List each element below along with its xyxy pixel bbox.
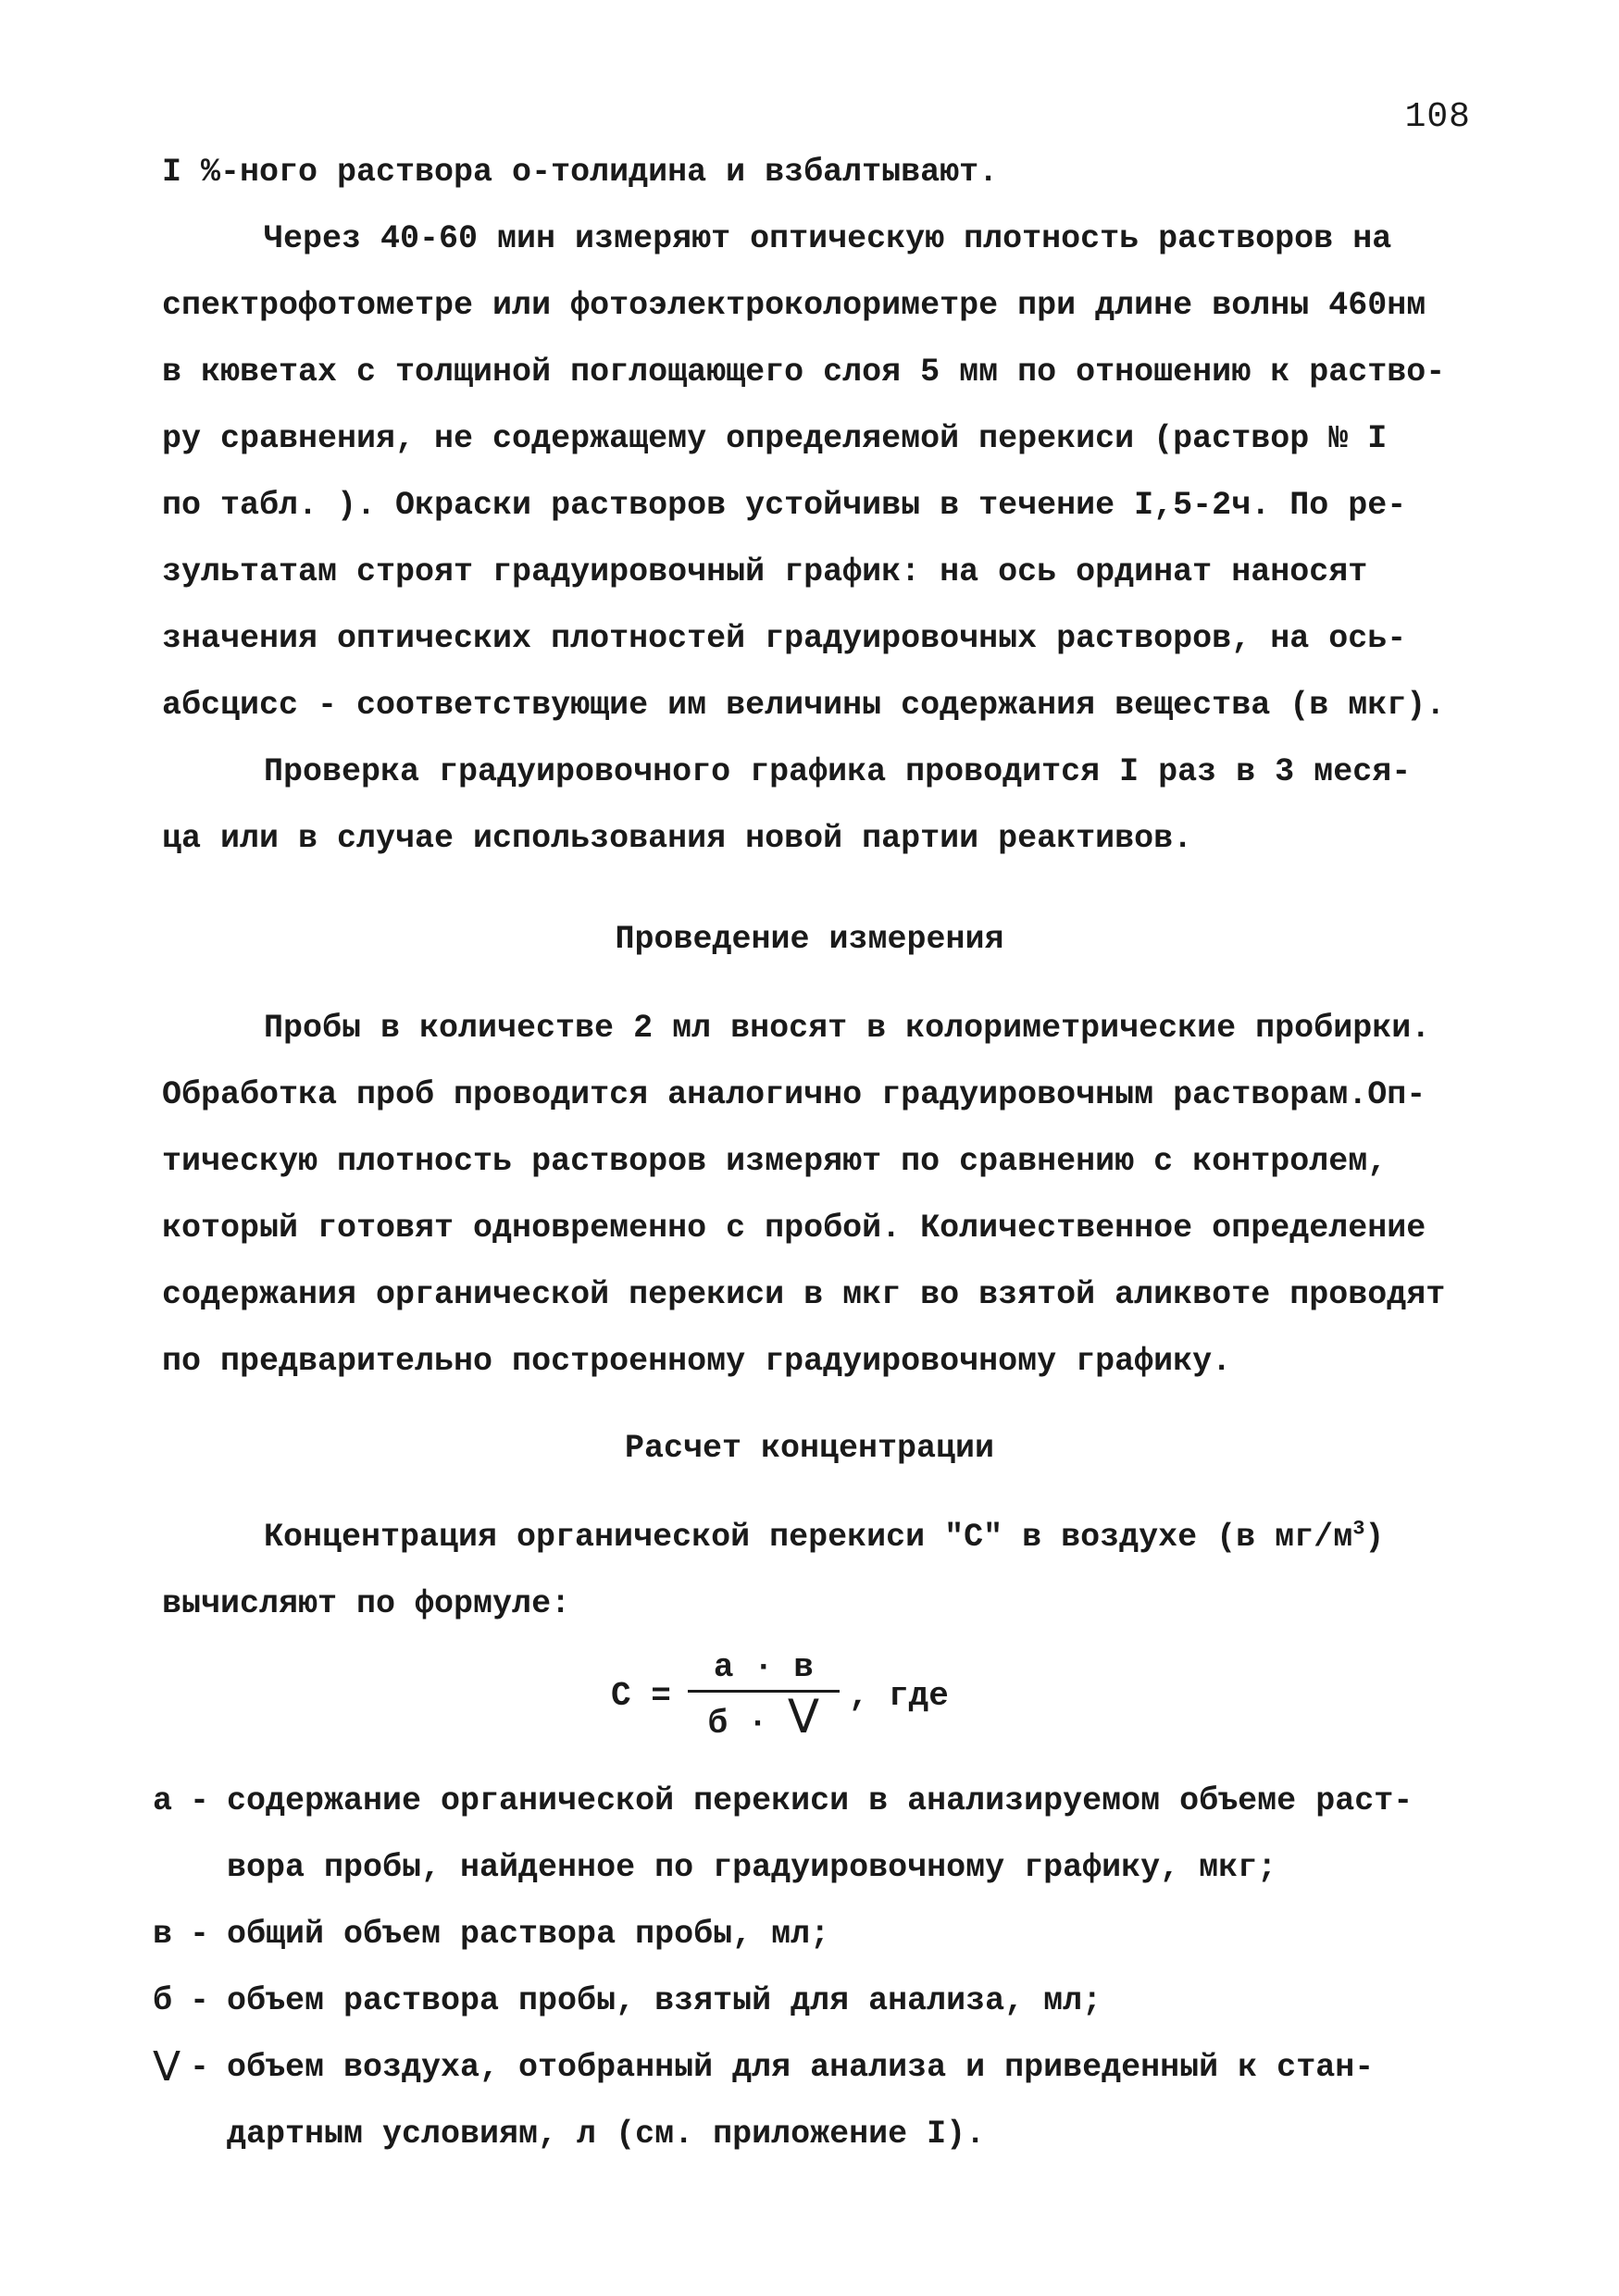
legend-text: содержание органической перекиси в анализируемом объеме раст- xyxy=(227,1782,1414,1819)
paragraph-calibration xyxy=(162,139,1495,738)
legend-symbol: б xyxy=(153,1982,173,2019)
text-line: значения оптических плотностей градуировочных растворов, на ось- xyxy=(162,620,1407,657)
paragraph-concentration xyxy=(162,1504,1495,1637)
legend-text: общий объем раствора пробы, мл; xyxy=(227,1916,830,1953)
legend-item xyxy=(153,1768,1504,1834)
text-line: по табл. ). Окраски растворов устойчивы в течение I,5-2ч. По ре- xyxy=(162,487,1407,524)
text-line: по предварительно построенному градуировочному графику. xyxy=(162,1343,1232,1380)
legend-symbol: а xyxy=(153,1782,173,1819)
closing-paren: ) xyxy=(1364,1519,1385,1556)
legend-continuation: вора пробы, найденное по градуировочному графику, мкг; xyxy=(227,1849,1277,1886)
page-number: 108 xyxy=(1404,97,1471,137)
legend-item xyxy=(153,1901,1504,1967)
text-line: вычисляют по формуле: xyxy=(162,1585,571,1622)
legend-item xyxy=(153,1967,1504,2034)
text-line: ру сравнения, не содержащему определяемой перекиси (раствор № I xyxy=(162,420,1388,457)
legend-symbol: в xyxy=(153,1916,173,1953)
text-line xyxy=(162,1504,1495,1570)
formula-fraction xyxy=(688,1647,840,1744)
formula-denominator-v: V xyxy=(787,1690,820,1744)
text-line: I %-ного раствора о-толидина и взбалтывают. xyxy=(162,154,999,191)
section-heading-calculation: Расчет концентрации xyxy=(624,1430,995,1467)
text-line: ца или в случае использования новой партии реактивов. xyxy=(162,820,1193,857)
legend-dash: - xyxy=(190,1782,210,1819)
legend-dash: - xyxy=(190,1916,210,1953)
text-line: Обработка проб проводится аналогично градуировочным растворам.Оп- xyxy=(162,1076,1426,1113)
text-line: Проверка градуировочного графика проводится I раз в 3 меся- xyxy=(264,753,1412,790)
text-line: Пробы в количестве 2 мл вносят в колориметрические пробирки. xyxy=(264,1010,1431,1047)
formula-numerator: а · в xyxy=(688,1647,840,1693)
paragraph-graph-check xyxy=(162,738,1495,872)
unit-superscript: 3 xyxy=(1352,1517,1365,1541)
formula-denominator-left: б · xyxy=(707,1705,768,1743)
legend-item xyxy=(153,2034,1504,2101)
legend-dash: - xyxy=(190,2049,210,2086)
legend-symbol: V xyxy=(153,2043,181,2091)
text-line: абсцисс - соответствующие им величины содержания вещества (в мкг). xyxy=(162,687,1446,724)
legend-continuation: дартным условиям, л (см. приложение I). xyxy=(227,2116,986,2153)
text-line: тическую плотность растворов измеряют по сравнению с контролем, xyxy=(162,1143,1388,1180)
legend-dash: - xyxy=(190,1982,210,2019)
paragraph-measurement xyxy=(162,995,1495,1395)
section-heading-measurement: Проведение измерения xyxy=(615,921,1004,958)
text-line: Через 40-60 мин измеряют оптическую плотность растворов на xyxy=(264,220,1392,257)
formula-suffix: , где xyxy=(848,1677,949,1715)
text-line: спектрофотометре или фотоэлектроколориметре при длине волны 460нм xyxy=(162,287,1426,324)
formula-denominator xyxy=(707,1690,820,1744)
concentration-formula xyxy=(611,1647,949,1744)
text-line: который готовят одновременно с пробой. Количественное определение xyxy=(162,1210,1426,1247)
concentration-text: Концентрация органической перекиси "С" в воздухе (в мг/м xyxy=(264,1519,1353,1556)
text-line: в кюветах с толщиной поглощающего слоя 5 мм по отношению к раство- xyxy=(162,354,1446,391)
legend-text: объем раствора пробы, взятый для анализа, мл; xyxy=(227,1982,1102,2019)
formula-lhs: С = xyxy=(611,1677,671,1715)
text-line: зультатам строят градуировочный график: на ось ординат наносят xyxy=(162,553,1368,590)
formula-legend xyxy=(153,1768,1504,2167)
legend-text: объем воздуха, отобранный для анализа и приведенный к стан- xyxy=(227,2049,1375,2086)
text-line: содержания органической перекиси в мкг во взятой аликвоте проводят xyxy=(162,1276,1446,1313)
